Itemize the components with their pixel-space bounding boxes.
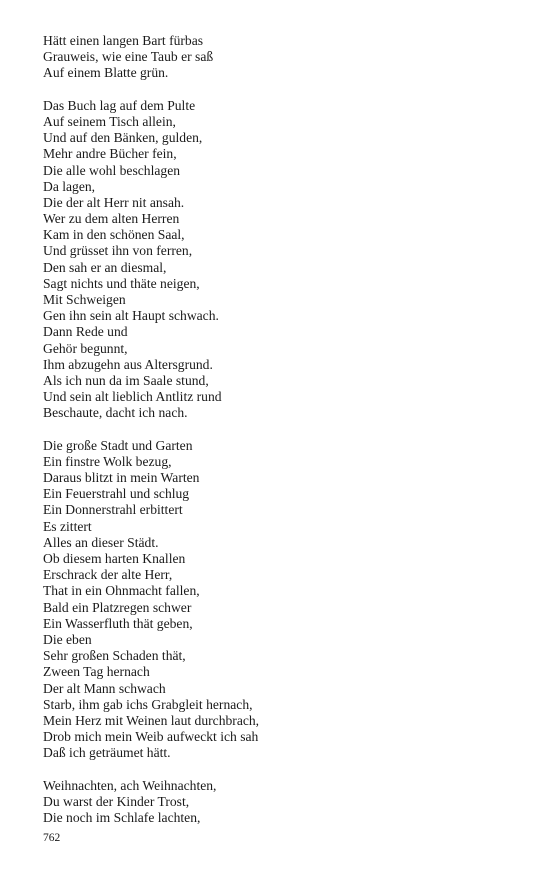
verse-line: Die große Stadt und Garten [43, 437, 193, 453]
verse-line: Starb, ihm gab ichs Grabgleit hernach, [43, 696, 253, 712]
stanza-3 [43, 438, 513, 762]
verse-line: Wer zu dem alten Herren [43, 211, 180, 227]
verse-line: Die noch im Schlafe lachten, [43, 810, 201, 825]
verse-line: Weihnachten, ach Weihnachten, [43, 777, 217, 793]
verse-line: Und auf den Bänken, gulden, [43, 130, 203, 146]
verse-line: Sehr großen Schaden thät, [43, 648, 186, 664]
verse-line: Ob diesem harten Knallen [43, 551, 186, 566]
verse-line: Die alle wohl beschlagen [43, 162, 181, 178]
verse-line: Und sein alt lieblich Antlitz rund [43, 389, 222, 405]
verse-line: Sagt nichts und thäte neigen, [43, 275, 200, 291]
verse-line: Hätt einen langen Bart fürbas [43, 33, 204, 48]
verse-line: That in ein Ohnmacht fallen, [43, 583, 200, 599]
verse-line: Ein finstre Wolk bezug, [43, 453, 172, 469]
verse-line: Kam in den schönen Saal, [43, 227, 185, 243]
verse-line: Da lagen, [43, 178, 96, 194]
verse-line: Mit Schweigen [43, 292, 126, 307]
verse-line: Ein Wasserfluth thät geben, [43, 615, 193, 631]
verse-line: Ein Feuerstrahl und schlug [43, 486, 190, 502]
verse-line: Ihm abzugehn aus Altersgrund. [43, 356, 213, 372]
verse-line: Beschaute, dacht ich nach. [43, 405, 188, 421]
verse-line: Ein Donnerstrahl erbittert [43, 502, 183, 518]
verse-line: Es zittert [43, 518, 92, 534]
page-number: 762 [43, 832, 61, 844]
verse-line: Du warst der Kinder Trost, [43, 793, 190, 809]
verse-line: Erschrack der alte Herr, [43, 567, 173, 583]
verse-line: Das Buch lag auf dem Pulte [43, 97, 196, 113]
stanza-2 [43, 98, 513, 422]
verse-line: Gen ihn sein alt Haupt schwach. [43, 308, 219, 324]
verse-line: Drob mich mein Weib aufweckt ich sah [43, 729, 259, 745]
verse-line: Mehr andre Bücher fein, [43, 146, 177, 162]
poem-text [43, 33, 513, 842]
verse-line: Daß ich geträumet hätt. [43, 745, 171, 761]
verse-line: Dann Rede und [43, 324, 128, 340]
verse-line: Gehör begunnt, [43, 340, 128, 356]
stanza-4 [43, 778, 513, 827]
verse-line: Daraus blitzt in mein Warten [43, 470, 200, 486]
verse-line: Die eben [43, 631, 92, 647]
verse-line: Als ich nun da im Saale stund, [43, 372, 209, 388]
verse-line: Die der alt Herr nit ansah. [43, 194, 185, 210]
verse-line: Mein Herz mit Weinen laut durchbrach, [43, 712, 260, 728]
verse-line: Grauweis, wie eine Taub er saß [43, 49, 214, 65]
verse-line: Alles an dieser Städt. [43, 534, 159, 550]
verse-line: Den sah er an diesmal, [43, 259, 167, 275]
stanza-1 [43, 33, 513, 82]
verse-line: Zween Tag hernach [43, 664, 150, 680]
verse-line: Bald ein Platzregen schwer [43, 599, 192, 615]
verse-line: Auf seinem Tisch allein, [43, 113, 176, 129]
verse-line: Auf einem Blatte grün. [43, 65, 169, 81]
verse-line: Der alt Mann schwach [43, 680, 166, 696]
verse-line: Und grüsset ihn von ferren, [43, 243, 193, 259]
